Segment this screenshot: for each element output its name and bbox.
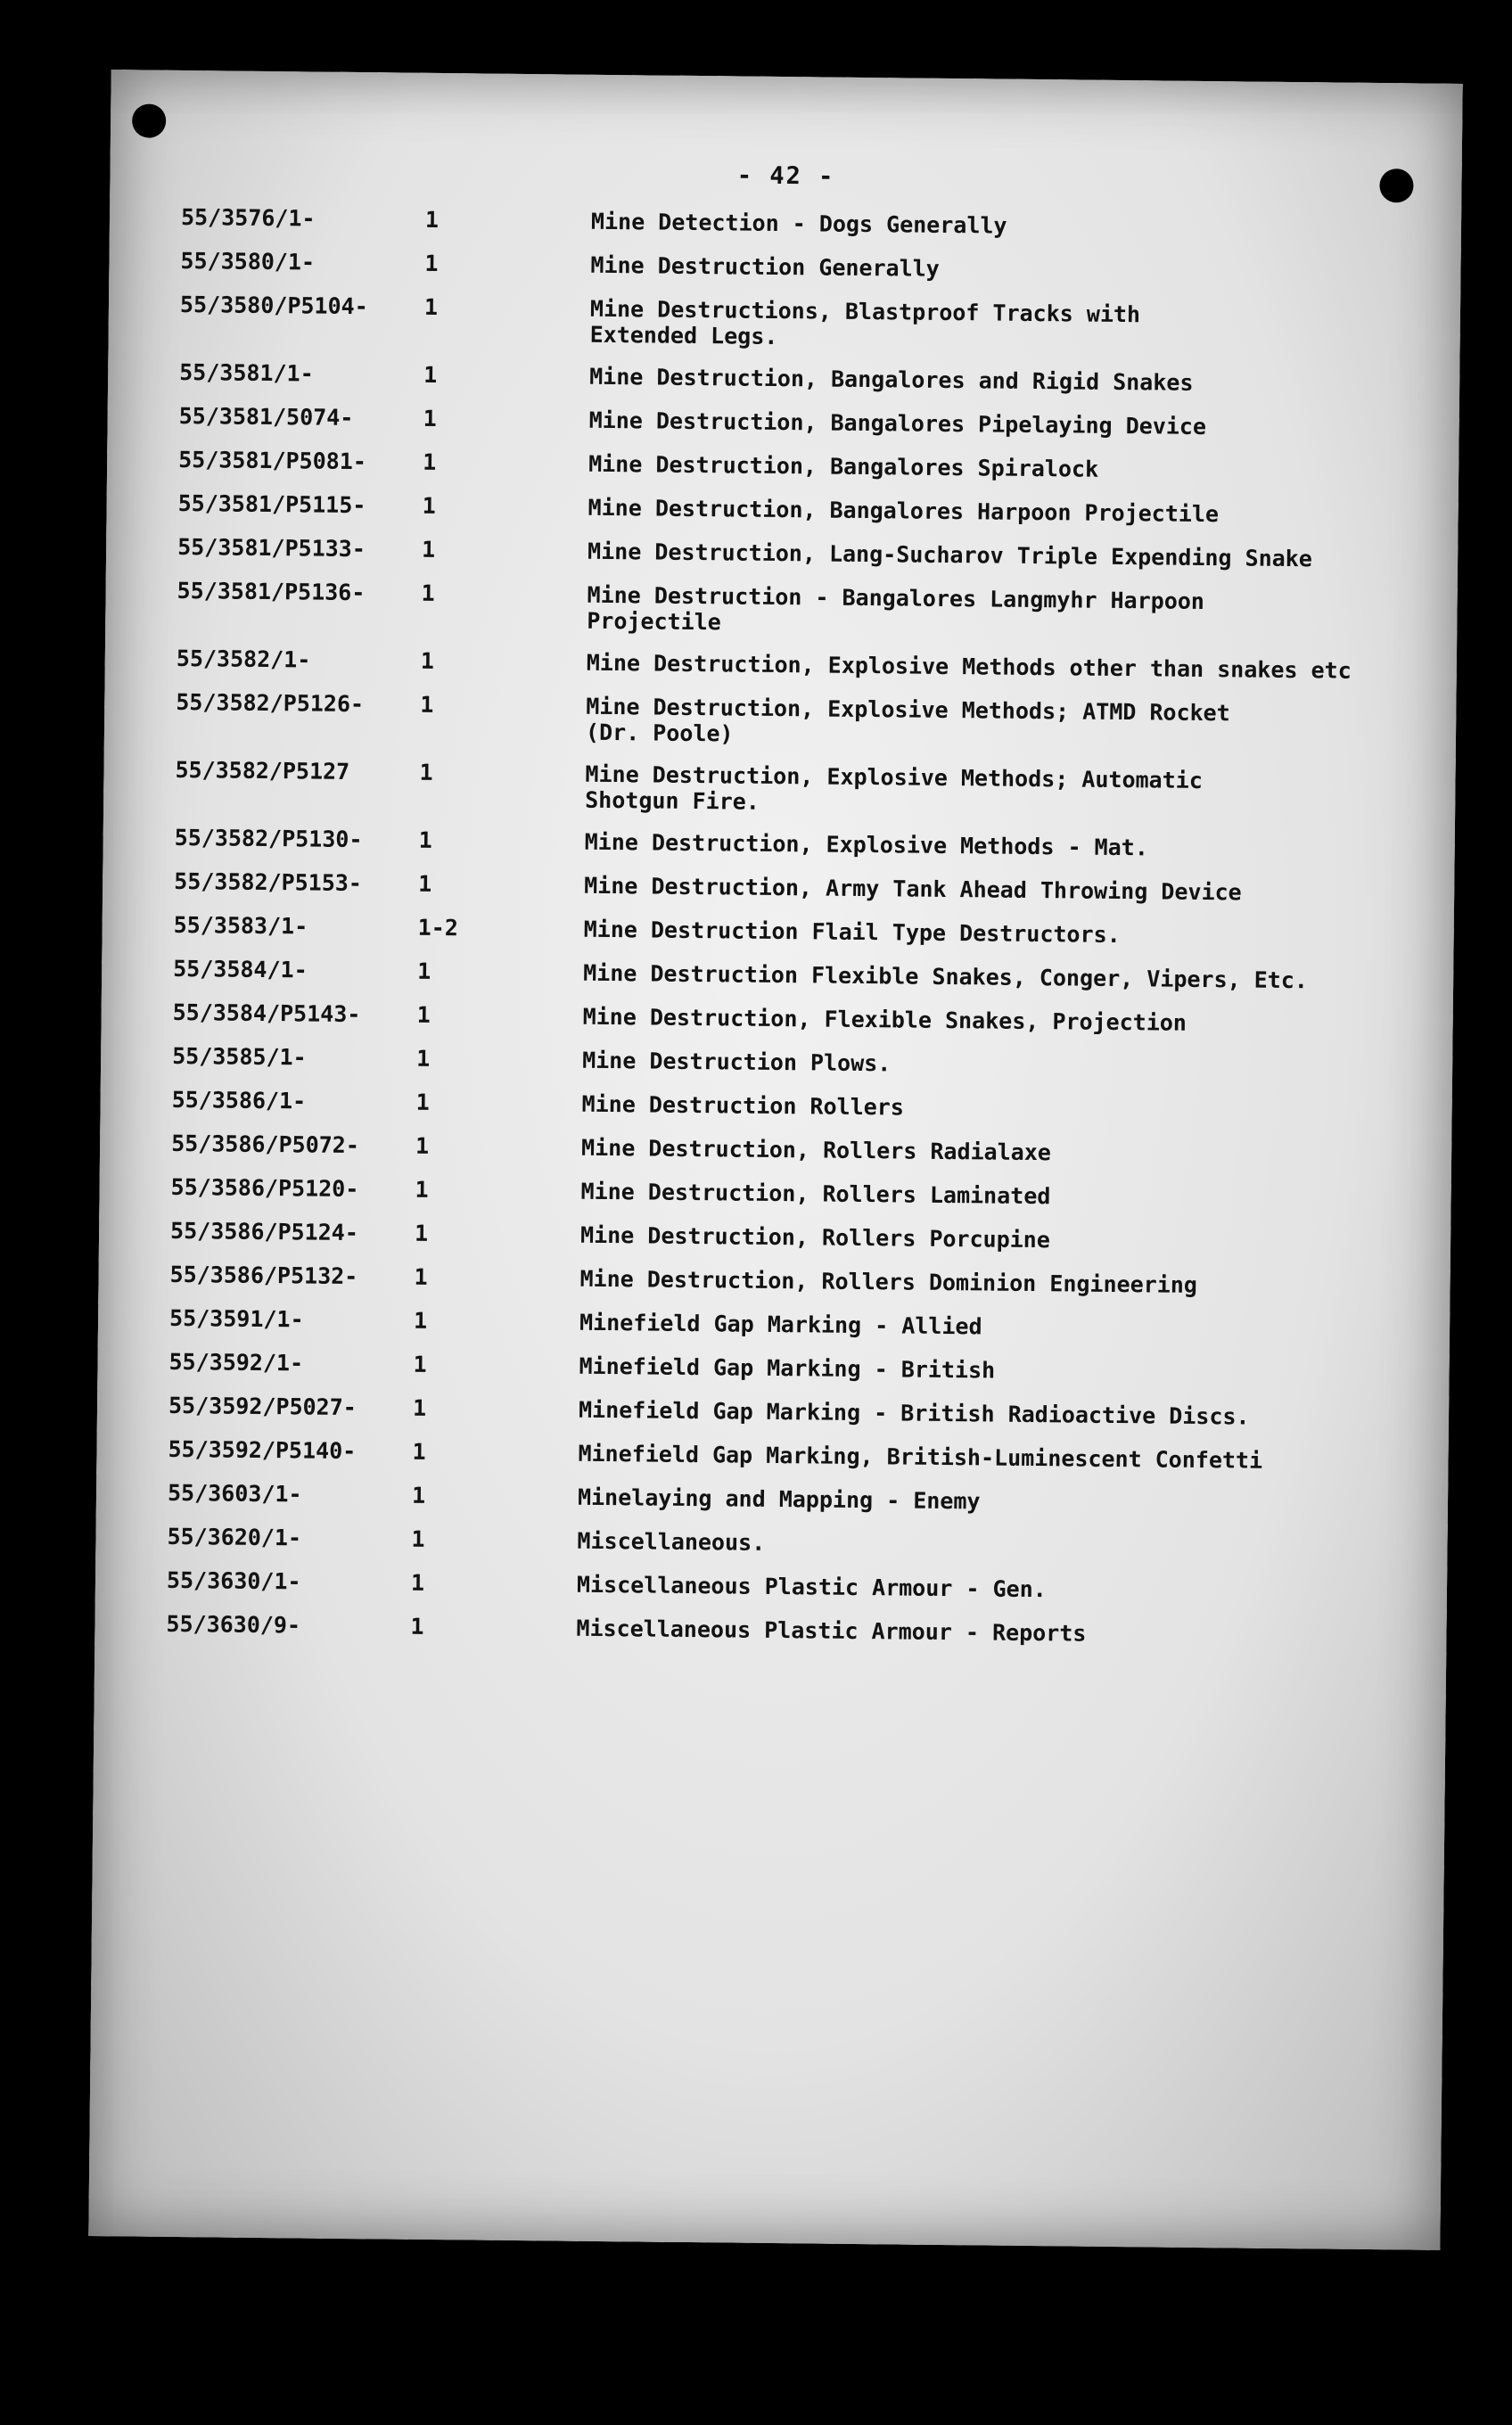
list-item — [178, 447, 1426, 486]
volume-count: 1 — [410, 1569, 425, 1596]
file-reference: 55/3592/1- — [168, 1348, 304, 1377]
list-item — [168, 1436, 1416, 1476]
volume-count: 1 — [415, 1132, 430, 1159]
file-reference: 55/3582/P5127 — [175, 756, 350, 785]
file-title: Mine Destruction Flexible Snakes, Conger, Vipers, Etc. — [583, 959, 1309, 994]
file-reference: 55/3591/1- — [168, 1304, 304, 1333]
file-title: Minefield Gap Marking - British Radioactive Discs. — [578, 1396, 1250, 1430]
file-index-list — [166, 204, 1429, 1668]
file-title: Mine Destruction, Explosive Methods - Mat. — [584, 828, 1148, 861]
file-title: Minelaying and Mapping - Enemy — [577, 1484, 981, 1515]
list-item — [179, 359, 1427, 399]
list-item — [170, 1174, 1418, 1213]
file-reference: 55/3585/1- — [172, 1042, 307, 1071]
file-title: Mine Destruction, Rollers Radialaxe — [580, 1134, 1052, 1166]
file-reference: 55/3584/P5143- — [172, 999, 361, 1028]
file-reference: 55/3584/1- — [173, 955, 308, 983]
list-item — [175, 757, 1424, 822]
file-reference: 55/3581/P5136- — [177, 577, 366, 606]
file-reference: 55/3586/P5124- — [169, 1217, 358, 1246]
file-reference: 55/3580/1- — [180, 247, 316, 275]
file-title: Mine Destruction Rollers — [581, 1090, 905, 1121]
file-title: Miscellaneous. — [577, 1527, 766, 1556]
file-title: Mine Destruction Plows. — [582, 1047, 892, 1077]
file-title: Mine Destruction Flail Type Destructors. — [583, 916, 1121, 949]
list-item — [168, 1480, 1416, 1519]
file-title: Minefield Gap Marking - Allied — [579, 1309, 982, 1340]
list-item — [173, 956, 1421, 995]
volume-count: 1 — [424, 250, 439, 276]
file-title: Mine Destruction, Bangalores Harpoon Projectile — [588, 494, 1220, 528]
volume-count: 1 — [415, 1089, 430, 1115]
file-reference: 55/3630/1- — [166, 1566, 301, 1595]
list-item — [174, 912, 1422, 951]
list-item — [181, 204, 1429, 243]
file-reference: 55/3581/5074- — [178, 402, 354, 431]
file-title: Mine Destruction, Lang-Sucharov Triple Expending Snake — [587, 538, 1313, 572]
volume-count: 1 — [412, 1394, 427, 1421]
list-item — [172, 1087, 1420, 1126]
volume-count: 1 — [416, 1045, 431, 1072]
file-title: Mine Destruction, Army Tank Ahead Throwing Device — [584, 872, 1242, 906]
file-title: Mine Destruction, Bangalores and Rigid Snakes — [589, 363, 1194, 396]
file-reference: 55/3581/P5081- — [178, 446, 367, 475]
file-title: Mine Destruction, Rollers Laminated — [580, 1178, 1051, 1210]
volume-count: 1 — [422, 492, 436, 519]
list-item — [172, 1043, 1420, 1082]
file-title: Mine Destruction, Flexible Snakes, Projection — [582, 1003, 1187, 1036]
volume-count: 1 — [421, 536, 436, 563]
file-reference: 55/3581/1- — [179, 358, 314, 387]
file-title: Mine Destruction, Rollers Dominion Engineering — [579, 1265, 1198, 1298]
list-item — [180, 248, 1428, 287]
list-item — [180, 292, 1429, 357]
list-item — [176, 689, 1425, 754]
page-number: - 42 - — [736, 161, 835, 191]
file-reference: 55/3582/1- — [176, 645, 311, 673]
volume-count: 1 — [411, 1482, 426, 1508]
volume-count: 1 — [420, 647, 435, 674]
volume-count: 1 — [419, 759, 433, 785]
file-reference: 55/3586/P5072- — [171, 1130, 360, 1159]
list-item — [166, 1611, 1414, 1650]
file-title: Miscellaneous Plastic Armour - Gen. — [576, 1571, 1047, 1603]
volume-count: 1 — [414, 1263, 428, 1290]
volume-count: 1 — [418, 826, 432, 853]
file-reference: 55/3603/1- — [167, 1479, 302, 1508]
file-reference: 55/3582/P5153- — [174, 867, 363, 897]
volume-count: 1 — [423, 293, 439, 320]
volume-count: 1 — [421, 580, 435, 606]
list-item — [177, 578, 1426, 643]
volume-count: 1 — [414, 1220, 429, 1246]
file-reference: 55/3620/1- — [167, 1523, 302, 1551]
document-page — [88, 70, 1462, 2250]
list-item — [169, 1262, 1418, 1301]
file-reference: 55/3581/P5115- — [177, 489, 366, 519]
list-item — [170, 1218, 1418, 1257]
list-item — [171, 1130, 1419, 1170]
list-item — [168, 1349, 1417, 1388]
punch-hole-left — [132, 103, 166, 137]
list-item — [167, 1567, 1415, 1607]
file-reference: 55/3592/P5140- — [168, 1435, 357, 1465]
list-item — [175, 825, 1423, 864]
volume-count: 1 — [424, 206, 440, 233]
file-reference: 55/3583/1- — [173, 911, 308, 940]
list-item — [167, 1524, 1415, 1563]
volume-count: 1 — [410, 1613, 424, 1640]
list-item — [168, 1393, 1417, 1432]
file-title: Mine Destruction, Bangalores Pipelaying Device — [588, 407, 1207, 440]
volume-count: 1 — [413, 1351, 427, 1377]
file-title: Mine Destruction - Bangalores Langmyhr Harpoon Projectile — [587, 581, 1205, 636]
list-item — [174, 868, 1422, 908]
file-title: Mine Destructions, Blastproof Tracks with Extended Legs. — [589, 295, 1141, 349]
list-item — [177, 645, 1425, 685]
volume-count: 1 — [423, 361, 438, 388]
volume-count: 1 — [420, 691, 434, 718]
file-reference: 55/3576/1- — [180, 203, 316, 232]
file-title: Minefield Gap Marking, British-Luminescent Confetti — [578, 1440, 1263, 1474]
file-reference: 55/3580/P5104- — [179, 291, 368, 320]
file-reference: 55/3586/P5132- — [169, 1261, 358, 1290]
file-reference: 55/3582/P5126- — [176, 688, 365, 718]
file-title: Minefield Gap Marking - British — [579, 1352, 996, 1384]
file-title: Mine Destruction Generally — [590, 251, 940, 282]
list-item — [169, 1305, 1418, 1344]
volume-count: 1 — [415, 1176, 429, 1203]
volume-count: 1 — [418, 870, 432, 897]
list-item — [173, 999, 1421, 1039]
file-title: Mine Destruction, Explosive Methods other than snakes etc — [586, 649, 1352, 684]
file-reference: 55/3592/P5027- — [168, 1392, 357, 1421]
volume-count: 1 — [416, 1001, 431, 1028]
volume-count: 1 — [423, 448, 437, 475]
file-reference: 55/3581/P5133- — [177, 533, 366, 563]
file-title: Miscellaneous Plastic Armour - Reports — [576, 1615, 1087, 1647]
list-item — [178, 490, 1426, 530]
file-reference: 55/3582/P5130- — [174, 824, 363, 853]
volume-count: 1 — [417, 958, 431, 984]
file-reference: 55/3586/1- — [171, 1086, 307, 1114]
file-title: Mine Destruction, Bangalores Spiralock — [588, 450, 1099, 482]
volume-count: 1 — [411, 1525, 425, 1552]
file-title: Mine Destruction, Rollers Porcupine — [579, 1221, 1051, 1254]
file-reference: 55/3630/9- — [166, 1610, 301, 1639]
file-title: Mine Detection - Dogs Generally — [590, 208, 1007, 239]
file-reference: 55/3586/P5120- — [170, 1173, 359, 1203]
list-item — [177, 534, 1426, 573]
volume-count: 1 — [413, 1307, 428, 1334]
volume-count: 1-2 — [417, 914, 459, 941]
file-title: Mine Destruction, Explosive Methods; Automatic Shotgun Fire. — [585, 760, 1203, 815]
volume-count: 1 — [412, 1438, 426, 1465]
volume-count: 1 — [423, 405, 437, 432]
file-title: Mine Destruction, Explosive Methods; ATMD Rocket (Dr. Poole) — [585, 693, 1230, 747]
list-item — [179, 403, 1427, 442]
